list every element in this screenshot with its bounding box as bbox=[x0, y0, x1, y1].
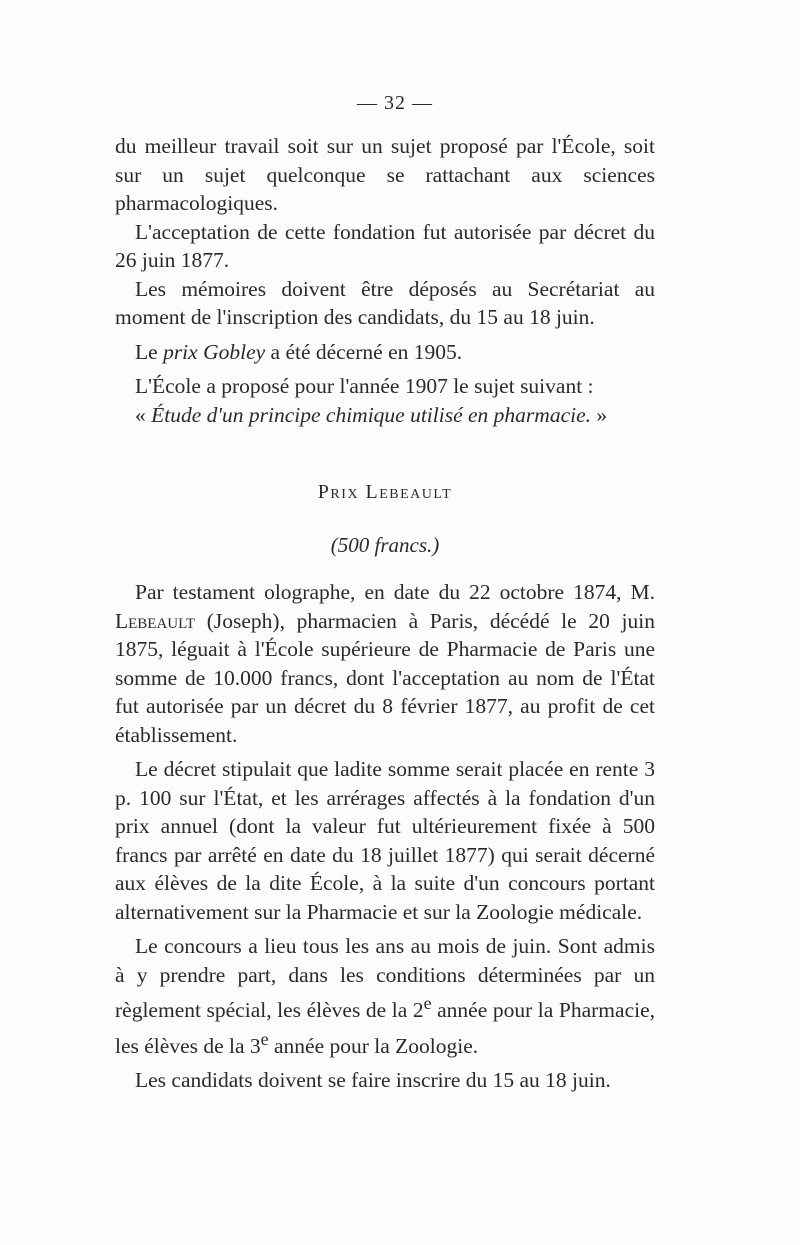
text-run: Le bbox=[135, 339, 164, 364]
paragraph bbox=[115, 338, 655, 367]
person-name: Lebeault bbox=[115, 608, 196, 633]
paragraph: Les mémoires doivent être déposés au Secrétariat au moment de l'inscription des candidats, du 15 au 18 juin. bbox=[115, 276, 655, 329]
text-run: (Joseph), pharmacien à Paris, décédé le 20 juin 1875, léguait à l'École supérieure de Pharmacie de Paris une somme de 10.000 francs, dont l'acceptation au nom de l'État fut autorisée par un décret du 8 février 1877, au profit de cet établissement. bbox=[115, 608, 655, 747]
text-run: Le concours a lieu tous les ans au mois de juin. Sont admis à y prendre part, dans les conditions déterminées par un règlement spécial, les élèves de la 2 bbox=[115, 934, 655, 1023]
superscript: e bbox=[423, 993, 432, 1013]
paragraph: Les candidats doivent se faire inscrire du 15 au 18 juin. bbox=[135, 1068, 611, 1093]
paragraph: L'École a proposé pour l'année 1907 le sujet suivant : bbox=[135, 374, 594, 398]
paragraph bbox=[115, 578, 655, 749]
section-prix-gobley bbox=[115, 132, 655, 429]
quote-open: « bbox=[135, 402, 152, 427]
quote-close: » bbox=[591, 402, 608, 427]
text-run: a été décerné en 1905. bbox=[265, 339, 463, 364]
section-prix-lebeault bbox=[115, 578, 655, 1095]
paragraph bbox=[115, 932, 655, 1060]
book-page bbox=[115, 92, 655, 1092]
paragraph: du meilleur travail soit sur un sujet proposé par l'École, soit sur un sujet quelconque se rattachant aux sciences pharmacologiques. bbox=[115, 134, 655, 215]
text-run: année pour la Pharmacie, les élèves de la 3 bbox=[115, 998, 656, 1058]
superscript: e bbox=[260, 1028, 269, 1049]
heading-word: Prix bbox=[317, 481, 360, 503]
page-number: — 32 — bbox=[357, 92, 433, 114]
text-run: Par testament olographe, en date du 22 octobre 1874, M. bbox=[135, 580, 655, 604]
prize-name: prix Gobley bbox=[163, 339, 266, 364]
subject-title: Étude d'un principe chimique utilisé en pharmacie. bbox=[151, 402, 592, 427]
section-subheading: (500 francs.) bbox=[330, 533, 440, 557]
heading-word: Lebeault bbox=[365, 481, 453, 503]
section-heading bbox=[115, 481, 655, 511]
paragraph: Le décret stipulait que ladite somme serait placée en rente 3 p. 100 sur l'État, et les arrérages affectés à la fondation d'un prix annuel (dont la valeur fut ultérieurement fixée à 500 francs par arrêté en date du 18 juillet 1877) qui serait décerné aux élèves de la dite École, à la suite d'un concours portant alternativement sur la Pharmacie et sur la Zoologie médicale. bbox=[115, 757, 655, 924]
text-run: année pour la Zoologie. bbox=[268, 1033, 479, 1058]
paragraph: L'acceptation de cette fondation fut autorisée par décret du 26 juin 1877. bbox=[115, 219, 655, 272]
subject-quote bbox=[115, 401, 655, 430]
